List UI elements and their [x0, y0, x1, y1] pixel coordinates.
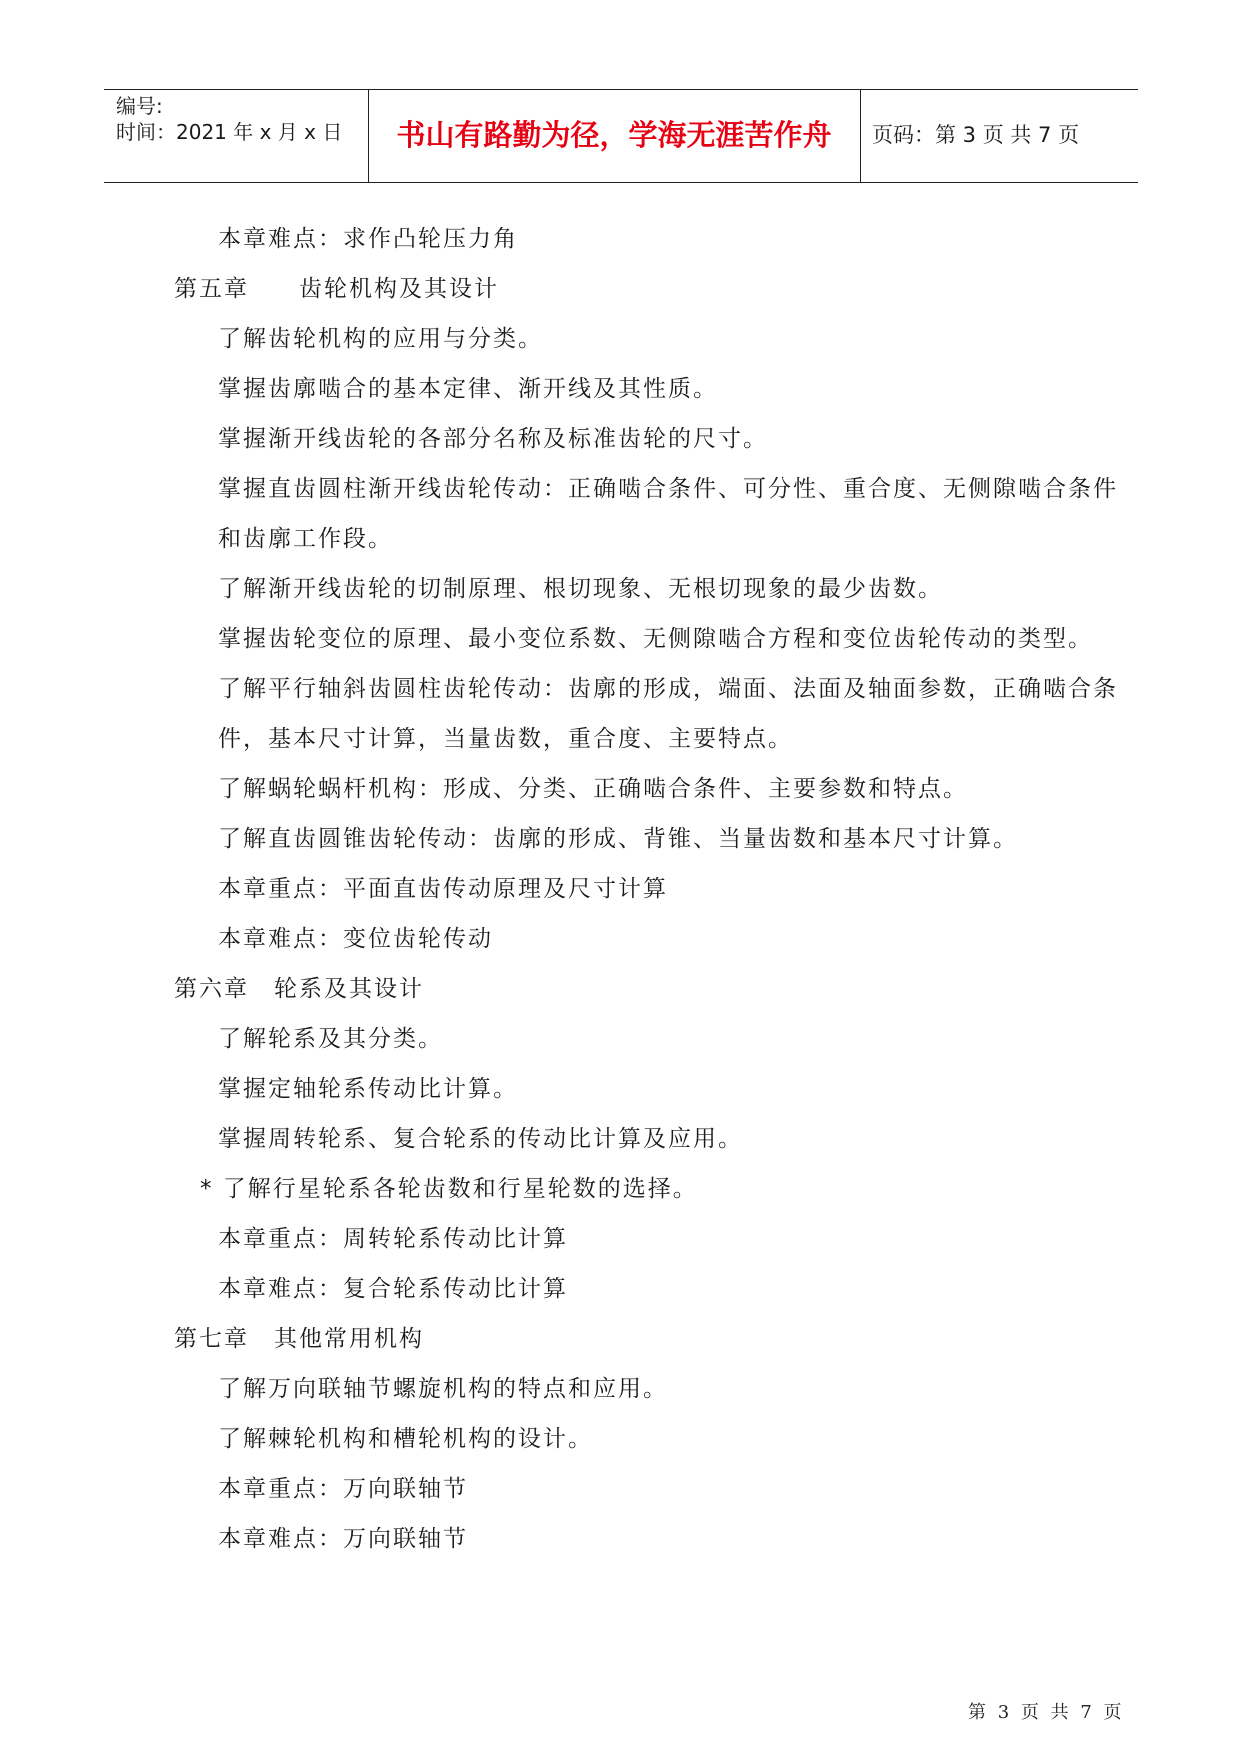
header-page-code: 页码：第 3 页 共 7 页: [872, 123, 1080, 147]
text-line: 本章重点：平面直齿传动原理及尺寸计算: [218, 876, 668, 902]
page-footer: 第 3 页 共 7 页: [968, 1702, 1125, 1723]
text-line: 了解蜗轮蜗杆机构：形成、分类、正确啮合条件、主要参数和特点。: [218, 776, 968, 802]
text-line: * 了解行星轮系各轮齿数和行星轮数的选择。: [200, 1176, 698, 1202]
header-motto: 书山有路勤为径，学海无涯苦作舟: [396, 118, 832, 152]
text-line: 本章难点：万向联轴节: [218, 1526, 468, 1552]
text-line: 本章难点：求作凸轮压力角: [218, 226, 518, 252]
text-line: 本章重点：万向联轴节: [218, 1476, 468, 1502]
chapter-heading: 第六章 轮系及其设计: [174, 976, 424, 1002]
document-time: 时间：2021 年 x 月 x 日: [116, 120, 343, 144]
chapter-heading: 第五章 齿轮机构及其设计: [174, 276, 499, 302]
chapter-heading: 第七章 其他常用机构: [174, 1326, 424, 1352]
text-line: 了解万向联轴节螺旋机构的特点和应用。: [218, 1376, 668, 1402]
text-line: 了解齿轮机构的应用与分类。: [218, 326, 543, 352]
text-line: 本章重点：周转轮系传动比计算: [218, 1226, 568, 1252]
document-number-label: 编号:: [116, 94, 163, 118]
text-line: 掌握周转轮系、复合轮系的传动比计算及应用。: [218, 1126, 743, 1152]
text-line: 掌握齿轮变位的原理、最小变位系数、无侧隙啮合方程和变位齿轮传动的类型。: [218, 626, 1093, 652]
text-line: 掌握定轴轮系传动比计算。: [218, 1076, 518, 1102]
text-line: 掌握直齿圆柱渐开线齿轮传动：正确啮合条件、可分性、重合度、无侧隙啮合条件: [218, 476, 1118, 502]
text-line: 了解轮系及其分类。: [218, 1026, 443, 1052]
text-line: 了解直齿圆锥齿轮传动：齿廓的形成、背锥、当量齿数和基本尺寸计算。: [218, 826, 1018, 852]
text-line: 件，基本尺寸计算，当量齿数，重合度、主要特点。: [218, 726, 793, 752]
text-line: 掌握渐开线齿轮的各部分名称及标准齿轮的尺寸。: [218, 426, 768, 452]
text-line: 本章难点：变位齿轮传动: [218, 926, 493, 952]
text-line: 了解平行轴斜齿圆柱齿轮传动：齿廓的形成，端面、法面及轴面参数，正确啮合条: [218, 676, 1118, 702]
text-line: 掌握齿廓啮合的基本定律、渐开线及其性质。: [218, 376, 718, 402]
text-line: 了解棘轮机构和槽轮机构的设计。: [218, 1426, 593, 1452]
text-line: 了解渐开线齿轮的切制原理、根切现象、无根切现象的最少齿数。: [218, 576, 943, 602]
text-line: 本章难点：复合轮系传动比计算: [218, 1276, 568, 1302]
text-line: 和齿廓工作段。: [218, 526, 393, 552]
